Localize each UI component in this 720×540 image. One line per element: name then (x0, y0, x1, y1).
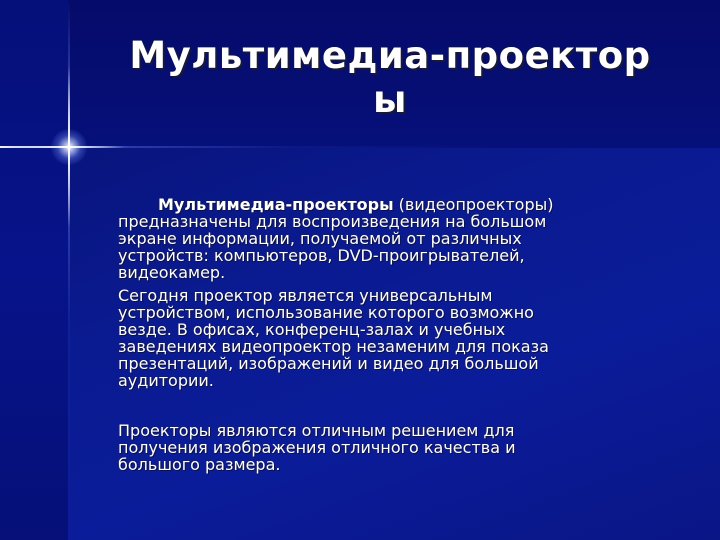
paragraph-2-line-3: везде. В офисах, конференц-залах и учебных (118, 320, 506, 339)
slide-body (118, 196, 658, 473)
paragraph-1-cont (118, 213, 658, 281)
paragraph-3 (118, 422, 658, 473)
paragraph-3-line-2: получения изображения отличного качества и (118, 438, 516, 457)
slide-title (80, 34, 700, 122)
title-line-2: ы (373, 78, 407, 121)
title-line-1: Мультимедиа-проектор (129, 34, 651, 77)
paragraph-1 (118, 196, 658, 213)
term-parenthetical: (видеопроекторы) (398, 195, 554, 214)
paragraph-1-line-5: видеокамер. (118, 263, 226, 282)
paragraph-2 (118, 287, 658, 389)
paragraph-1-line-2: предназначены для воспроизведения на большом (118, 212, 547, 231)
paragraph-2-line-2: устройством, использование которого возможно (118, 303, 534, 322)
paragraph-2-line-4: заведениях видеопроектор незаменим для показа (118, 337, 549, 356)
paragraph-3-line-1: Проекторы являются отличным решением для (118, 421, 515, 440)
left-band (0, 0, 68, 540)
paragraph-1-line-1 (118, 196, 658, 213)
paragraph-1-line-3: экране информации, получаемой от различных (118, 229, 522, 248)
paragraph-2-line-6: аудитории. (118, 371, 214, 390)
paragraph-3-line-3: большого размера. (118, 455, 281, 474)
paragraph-1-line-4: устройств: компьютеров, DVD-проигрывателей, (118, 246, 525, 265)
term-multimedia-projectors: Мультимедиа-проекторы (158, 195, 394, 214)
paragraph-2-line-5: презентаций, изображений и видео для большой (118, 354, 539, 373)
paragraph-2-line-1: Сегодня проектор является универсальным (118, 286, 493, 305)
